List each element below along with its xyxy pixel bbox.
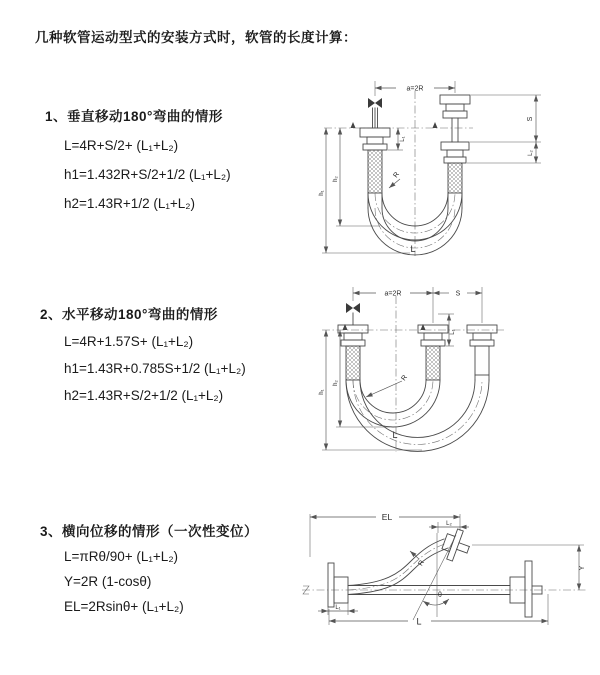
dimension-el: [310, 512, 460, 557]
dim-label-s: S: [527, 116, 534, 122]
formula-l: L=4R+1.57S+ (L₁+L₂): [64, 334, 194, 349]
dimension-s: [470, 95, 541, 142]
formula-l: L=4R+S/2+ (L₁+L₂): [64, 138, 179, 153]
braided-hose-2: [426, 346, 440, 380]
dim-label-r: R: [400, 374, 410, 383]
dimension-l2: [467, 142, 541, 163]
dim-label-l1: L₁: [450, 329, 456, 335]
section-2: [40, 306, 246, 404]
dim-label-y: Y: [579, 565, 586, 571]
dim-label-h1: h₁: [319, 389, 325, 395]
flange-fitting-upper-displaced: [439, 526, 473, 565]
displaced-hose-curve: [348, 539, 448, 595]
reference-up-arrow-icon: [433, 122, 438, 128]
formula-h1: h1=1.43R+0.785S+1/2 (L₁+L₂): [64, 361, 246, 376]
formula-h1: h1=1.432R+S/2+1/2 (L₁+L₂): [64, 167, 231, 182]
dim-label-r: R: [392, 171, 402, 180]
valve-icon: [368, 98, 382, 127]
dim-label-l2: L₂: [446, 521, 452, 527]
section-2-heading: 2、水平移动180°弯曲的情形: [40, 307, 218, 322]
dimension-h1: [319, 128, 410, 253]
dimension-y: [472, 545, 586, 590]
dim-label-l-length: L: [416, 616, 422, 627]
dimension-l1: [318, 603, 358, 615]
dim-label-a2r: a=2R: [384, 290, 402, 298]
dim-label-a2r: a=2R: [406, 85, 424, 93]
page-title: 几种软管运动型式的安装方式时，软管的长度计算：: [35, 30, 357, 45]
section-1-heading: 1、垂直移动180°弯曲的情形: [45, 109, 223, 124]
braided-hose-1: [346, 346, 360, 380]
braided-hose-left: [368, 150, 382, 193]
formula-el: EL=2Rsinθ+ (L₁+L₂): [64, 599, 184, 614]
formula-h2: h2=1.43R+1/2 (L₁+L₂): [64, 196, 196, 211]
dim-label-l1: L₁: [335, 605, 341, 611]
formula-h2: h2=1.43R+S/2+1/2 (L₁+L₂): [64, 388, 224, 403]
dimension-l1: [388, 128, 406, 150]
radius-callout: [366, 374, 409, 397]
dim-label-l-length: L: [410, 244, 416, 254]
dimension-h1: [319, 330, 422, 450]
dim-label-h1: h₁: [319, 190, 325, 196]
diagram-horizontal-180-bend: [310, 280, 575, 458]
dim-label-r: R: [417, 559, 426, 568]
dimension-s: [433, 287, 482, 323]
dim-label-h2: h₂: [333, 176, 339, 182]
dim-label-l2: L₂: [528, 150, 534, 156]
flange-fitting-1: [338, 325, 368, 346]
section-3-heading: 3、横向位移的情形（一次性变位）: [40, 524, 259, 539]
section-1: [45, 108, 231, 212]
section-3: [40, 523, 258, 615]
reference-up-arrow-icon: [351, 122, 356, 128]
flange-fitting-right-upper: [440, 95, 470, 118]
diagram-vertical-180-bend: [310, 75, 570, 261]
dimension-a2r: [353, 287, 433, 323]
formula-l: L=πRθ/90+ (L₁+L₂): [64, 549, 179, 564]
radius-callout: [389, 171, 401, 188]
hose-u-bend: [346, 375, 489, 451]
dim-label-el: EL: [381, 512, 393, 522]
angle-construction: [413, 533, 456, 620]
flange-fitting-right: [510, 561, 542, 617]
flange-fitting-right-lower: [441, 142, 469, 163]
shifted-tube: [475, 346, 489, 375]
dim-label-theta: θ: [438, 592, 442, 599]
dim-label-l1: L₁: [400, 136, 406, 142]
flange-fitting-3-shifted: [467, 325, 497, 346]
flange-fitting-left: [360, 128, 390, 150]
dim-label-s: S: [455, 290, 461, 298]
dim-label-l-length: L: [392, 430, 398, 440]
braided-hose-right: [448, 163, 462, 193]
diagram-lateral-displacement: [298, 505, 590, 645]
dim-label-h2: h₂: [333, 380, 339, 386]
formula-y: Y=2R (1-cosθ): [64, 574, 152, 589]
flange-fitting-left: [328, 563, 348, 607]
valve-icon: [346, 303, 360, 325]
